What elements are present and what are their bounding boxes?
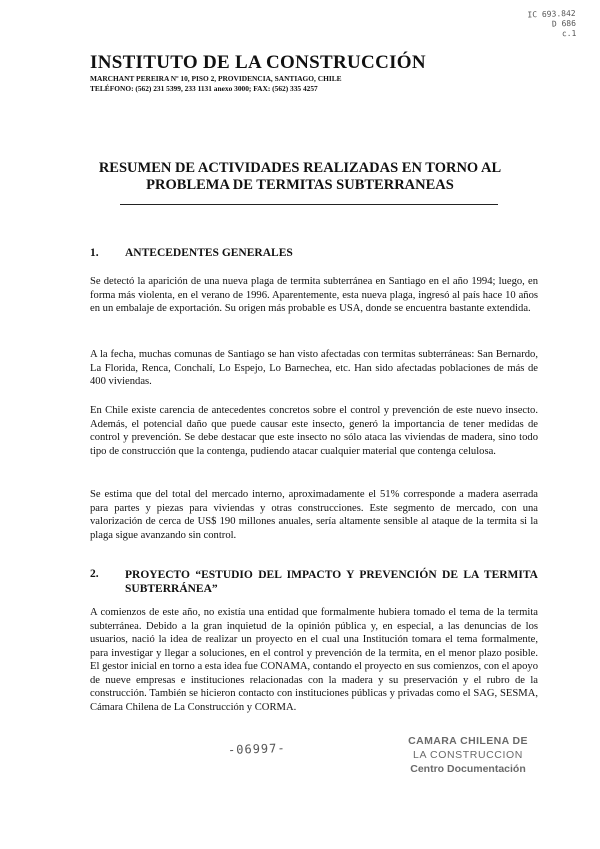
section-number: 2.: [90, 568, 99, 580]
letterhead: [90, 52, 550, 93]
handwritten-catalog-note: [505, 9, 576, 41]
handwritten-number: -06997-: [227, 740, 286, 758]
institution-phones: TELÉFONO: (562) 231 5399, 233 1131 anexo 3000; FAX: (562) 335 4257: [90, 83, 318, 93]
paragraph: A la fecha, muchas comunas de Santiago se han visto afectadas con termitas subterráneas: San Bernardo, La Florida, Renca, Conchalí, Lo Espejo, Lo Barnechea, etc. Han sido afectadas poblaciones de más de 400 viviendas.: [90, 349, 538, 387]
paragraph: Se detectó la aparición de una nueva plaga de termita subterránea en Santiago en el año 1994; luego, en forma más violenta, en el verano de 1996. Aparentemente, esta nueva plaga, ingresó al país hace 10 años en un embalaje de exportación. Su origen más probable es USA, donde se encuentra bastante extendida.: [90, 276, 538, 314]
section-heading-2: [90, 568, 538, 596]
stamp-line: Centro Documentación: [410, 763, 526, 775]
section-title: ANTECEDENTES GENERALES: [125, 247, 293, 259]
document-title: RESUMEN DE ACTIVIDADES REALIZADAS EN TORNO AL PROBLEMA DE TERMITAS SUBTERRANEAS: [98, 160, 502, 193]
stamp-line: CAMARA CHILENA DE: [408, 735, 528, 747]
institution-address: MARCHANT PEREIRA Nº 10, PISO 2, PROVIDENCIA, SANTIAGO, CHILE: [90, 74, 342, 83]
catalog-note-line: IC 693.842: [527, 8, 576, 20]
paragraph: Se estima que del total del mercado interno, aproximadamente el 51% corresponde a madera aserrada para partes y piezas para viviendas y otras construcciones. Este segmento de mercado, con una valorización de cerca de US$ 190 millones anuales, sería altamente sensible al ataque de la termita si la plaga sigue avanzando sin control.: [90, 489, 538, 541]
stamp-line: LA CONSTRUCCION: [413, 749, 523, 761]
institution-name: INSTITUTO DE LA CONSTRUCCIÓN: [90, 52, 426, 73]
section-heading-1: [90, 247, 538, 260]
paragraph: En Chile existe carencia de antecedentes concretos sobre el control y prevención de este nuevo insecto. Además, el potencial daño que puede causar este insecto, generó la importancia de tener medidas de control y prevención. Se debe destacar que este insecto no sólo ataca las viviendas de madera, sino todo tipo de construcción que la contenga, pudiendo atacar cualquier material que contenga celulosa.: [90, 405, 538, 457]
catalog-note-line: D 686: [551, 18, 577, 29]
section-title: PROYECTO “ESTUDIO DEL IMPACTO Y PREVENCIÓN DE LA TERMITA SUBTERRÁNEA”: [125, 569, 538, 595]
catalog-note-line: c.1: [561, 28, 577, 39]
section-number: 1.: [90, 247, 99, 259]
title-underline: [120, 204, 498, 205]
library-stamp: [398, 734, 538, 776]
paragraph: A comienzos de este año, no existía una entidad que formalmente hubiera tomado el tema de la termita subterránea. Debido a la gran inquietud de la opinión pública y, en especial, a las denuncias de los usuarios, nació la idea de realizar un proyecto en el cual una Institución tomara el tema formalmente, para investigar y llegar a soluciones, en el control y prevención de la termita, en el menor plazo posible. El gestor inicial en torno a esta idea fue CONAMA, contando el proyecto en sus comienzos, con el apoyo de nueve empresas e instituciones relacionadas con la madera y su preservación y el rubro de la construcción. También se hicieron contacto con instituciones públicas y privadas como el SAG, SESMA, Cámara Chilena de La Construcción y CORMA.: [90, 607, 538, 713]
